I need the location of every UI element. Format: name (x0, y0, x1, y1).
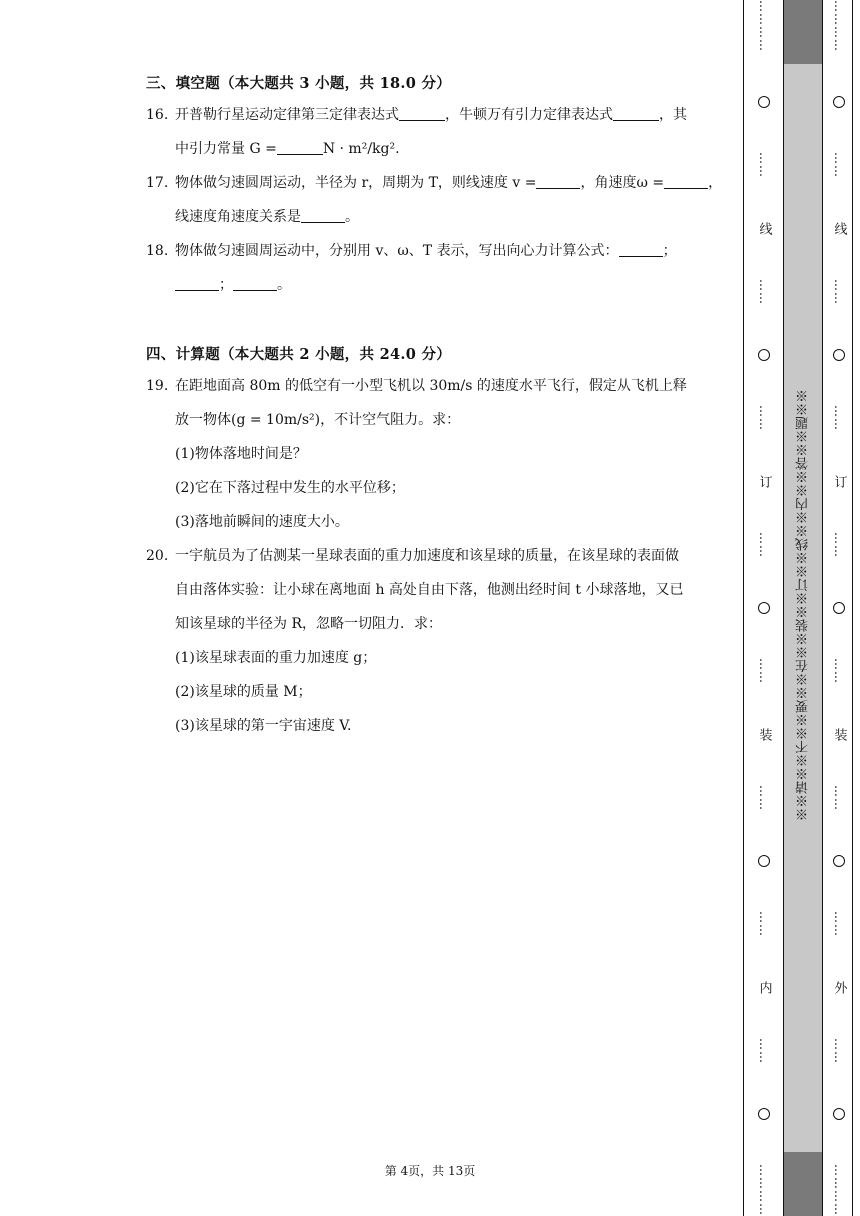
page-footer: 第 4页，共 13页 (384, 1164, 476, 1178)
dotted-line: …… (757, 911, 771, 937)
binding-border-right (822, 0, 823, 1216)
q19-subquestion-1: (1)物体落地时间是？ (175, 446, 307, 462)
circle-mark (758, 349, 770, 361)
q20-subquestion-3: (3)该星球的第一宇宙速度 V. (175, 718, 352, 734)
circle-mark (833, 1108, 845, 1120)
binding-char: 线 (756, 222, 772, 235)
binding-warning (784, 360, 822, 850)
q19-subquestion-2: (2)它在下落过程中发生的水平位移； (175, 480, 405, 496)
circle-mark (758, 96, 770, 108)
binding-dark-block-top (784, 0, 822, 64)
dotted-line: …… (757, 405, 771, 431)
dotted-line: …… (832, 532, 846, 558)
dotted-line: …… (757, 1038, 771, 1064)
question-number: 18. (146, 243, 169, 259)
answer-blank[interactable] (399, 106, 445, 121)
q18-text-part1: 物体做匀速圆周运动中，分别用 v、ω、T 表示，写出向心力计算公式： (175, 243, 619, 259)
circle-mark (833, 855, 845, 867)
answer-blank[interactable] (536, 174, 580, 189)
question-number: 20. (146, 548, 169, 564)
q17-text-part2: ，角速度ω = (580, 175, 665, 191)
binding-char: 装 (831, 728, 847, 741)
q17-text-part3: ， (708, 175, 723, 191)
answer-blank[interactable] (301, 208, 345, 223)
q19-line-1: 在距地面高 80m 的低空有一小型飞机以 30m/s 的速度水平飞行，假定从飞机上释 (175, 378, 687, 394)
answer-blank[interactable] (277, 140, 323, 155)
dotted-line: …… (832, 1038, 846, 1064)
dotted-line: …… (832, 152, 846, 178)
question-17 (146, 166, 723, 234)
answer-blank[interactable] (613, 106, 659, 121)
dotted-line: …… (757, 785, 771, 811)
q17-text-part4: 线速度角速度关系是 (175, 209, 301, 225)
q16-text-part1: 开普勒行星运动定律第三定律表达式 (175, 107, 399, 123)
q19-subquestion-3: (3)落地前瞬间的速度大小。 (175, 514, 349, 530)
binding-dark-block-bottom (784, 1152, 822, 1216)
dotted-line: ………… (832, 0, 846, 52)
dotted-line: ………… (757, 0, 771, 52)
circle-mark (833, 602, 845, 614)
binding-warning-text: ※※请※※不※※要※※在※※装※※订※※线※※内※※答※※题※※ (795, 389, 811, 821)
dotted-line: …… (832, 658, 846, 684)
q20-subquestion-2: (2)该星球的质量 M； (175, 684, 312, 700)
dotted-line: …… (832, 279, 846, 305)
inner-binding-column (747, 0, 781, 1216)
binding-char: 外 (831, 981, 847, 994)
dotted-line: …… (832, 785, 846, 811)
question-number: 16. (146, 107, 169, 123)
circle-mark (833, 349, 845, 361)
binding-char: 订 (756, 475, 772, 488)
answer-blank[interactable] (175, 276, 219, 291)
circle-mark (758, 1108, 770, 1120)
binding-char: 内 (756, 981, 772, 994)
dotted-line: ………… (832, 1164, 846, 1216)
circle-mark (758, 602, 770, 614)
q20-line-2: 自由落体实验：让小球在离地面 h 高处自由下落，他测出经时间 t 小球落地，又已 (175, 582, 684, 598)
question-16 (146, 98, 716, 166)
circle-mark (833, 96, 845, 108)
answer-blank[interactable] (233, 276, 277, 291)
dotted-line: …… (832, 911, 846, 937)
dotted-line: …… (757, 532, 771, 558)
question-18 (146, 234, 716, 302)
q16-text-part4: 中引力常量 G = (175, 141, 277, 157)
outer-binding-column (825, 0, 853, 1216)
dotted-line: ………… (757, 1164, 771, 1216)
q20-subquestion-1: (1)该星球表面的重力加速度 g； (175, 650, 377, 666)
q16-text-part5: N · m²/kg². (322, 141, 400, 157)
q20-line-1: 一宇航员为了估测某一星球表面的重力加速度和该星球的质量，在该星球的表面做 (175, 548, 679, 564)
q16-text-part2: ，牛顿万有引力定律表达式 (445, 107, 613, 123)
dotted-line: …… (757, 658, 771, 684)
question-number: 19. (146, 378, 169, 394)
dotted-line: …… (757, 279, 771, 305)
binding-border-left (743, 0, 744, 1216)
q17-text-part5: 。 (345, 209, 359, 225)
question-20 (146, 539, 716, 743)
circle-mark (758, 855, 770, 867)
binding-char: 订 (831, 475, 847, 488)
q20-line-3: 知该星球的半径为 R，忽略一切阻力．求： (175, 616, 442, 632)
binding-char: 装 (756, 728, 772, 741)
binding-char: 线 (831, 222, 847, 235)
q16-text-part3: ，其 (659, 107, 687, 123)
section-4-title: 四、计算题（本大题共 2 小题，共 24.0 分） (146, 346, 452, 363)
q18-text-part2: ； (662, 243, 677, 259)
q18-text-part3: ； (219, 277, 233, 293)
dotted-line: …… (832, 405, 846, 431)
q17-text-part1: 物体做匀速圆周运动，半径为 r，周期为 T，则线速度 v = (175, 175, 537, 191)
q19-line-2: 放一物体(g = 10m/s²)，不计空气阻力。求： (175, 412, 461, 428)
answer-blank[interactable] (619, 242, 663, 257)
section-3-title: 三、填空题（本大题共 3 小题，共 18.0 分） (146, 75, 452, 92)
question-19 (146, 369, 716, 539)
q18-text-part4: 。 (277, 277, 291, 293)
question-number: 17. (146, 175, 169, 191)
answer-blank[interactable] (664, 174, 708, 189)
dotted-line: …… (757, 152, 771, 178)
